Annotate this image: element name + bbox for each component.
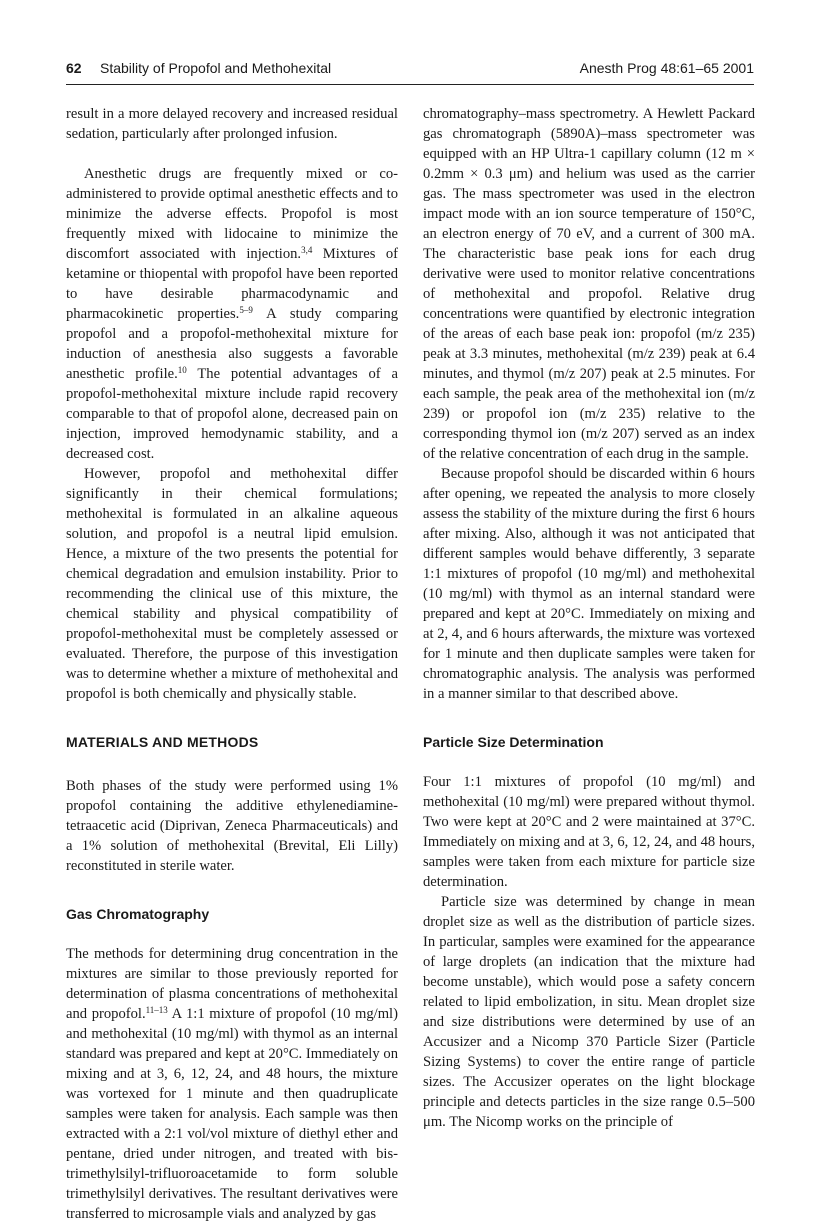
journal-reference: Anesth Prog 48:61–65 2001 xyxy=(579,60,754,76)
header-rule xyxy=(66,84,754,85)
paragraph: Four 1:1 mixtures of propofol (10 mg/ml) and methohexital (10 mg/ml) were prepared without thymol. Two were kept at 20°C and 2 were maintained at 37°C. Immediately on mixing and at 3, 6, 12, 24, and 48 hours, samples were taken from each mixture for particle size determination. xyxy=(423,774,755,890)
paragraph: However, propofol and methohexital differ significantly in their chemical formulations; methohexital is formulated in an alkaline aqueous solution, and propofol is a neutral lipid emulsion. Hence, a mixture of the two presents the potential for chemical degradation and emulsion instability. Prior to recommending the clinical use of this mixture, the chemical stability and physical compatibility of propofol-methohexital must be completely assessed or evaluated. Therefore, the purpose of this investigation was to determine whether a mixture of methohexital and propofol is both chemically and physically stable. xyxy=(66,466,398,702)
paragraph: Anesthetic drugs are frequently mixed or co-administered to provide optimal anesthetic effects and to minimize the adverse effects. Propofol is most frequently mixed with lidocaine to minimize the discomfort associated with injection.$^{3,4}$ Mixtures of ketamine or thiopental with propofol have been reported to have desirable pharmacodynamic and pharmacokinetic properties.$^{5-9}$ A study comparing propofol and a propofol-methohexital mixture for induction of anesthesia also suggests a favorable anesthetic profile.$^{10}$ The potential advantages of a propofol-methohexital mixture include rapid recovery comparable to that of propofol alone, decreased pain on injection, improved hemodynamic stability, and a decreased cost. xyxy=(66,166,399,462)
subsection-heading-gas-chromatography: Gas Chromatography xyxy=(66,906,210,922)
citation: 10 xyxy=(177,365,187,375)
paragraph: chromatography–mass spectrometry. A Hewlett Packard gas chromatograph (5890A)–mass spectrometer was equipped with an HP Ultra-1 capillary column (12 m × 0.2mm × 0.3 μm) and helium was used as the carrier gas. The mass spectrometer was used in the electron impact mode with an ion source temperature of 150°C, an electron energy of 70 eV, and a current of 300 mA. The characteristic base peak ions for each drug derivative were used to monitor relative concentrations of methohexital and propofol. Relative drug concentrations were quantified by electronic integration of the areas of each base peak ion: propofol (m/z 235) peak at 3.3 minutes, methohexital (m/z 239) peak at 6.4 minutes, and thymol (m/z 207) peak at 2.5 minutes. For each sample, the peak area of the methohexital ion (m/z 239) or propofol ion (m/z 235) relative to the corresponding thymol ion (m/z 207) served as an index of the relative concentration of each drug in the sample. xyxy=(423,106,755,462)
paragraph: Particle size was determined by change in mean droplet size as well as the distribution of particle sizes. In particular, samples were examined for the appearance of large droplets (an indication that the mixture had become unstable), which would pose a safety concern related to lipid embolization, in situ. Mean droplet size and size distributions were determined by use of an Accusizer and a Nicomp 370 Particle Sizer (Particle Sizing Systems) to cover the entire range of particle sizes. The Accusizer operates on the light blockage principle and detects particles in the size range 0.5–500 μm. The Nicomp works on the principle of xyxy=(423,894,755,1130)
page-number: 62 xyxy=(66,60,82,76)
running-title: Stability of Propofol and Methohexital xyxy=(100,60,332,76)
subsection-heading-particle-size: Particle Size Determination xyxy=(423,734,604,750)
citation: 5–9 xyxy=(239,305,253,315)
left-column xyxy=(66,104,398,1224)
paragraph: Both phases of the study were performed using 1% propofol containing the additive ethylenediamine-tetraacetic acid (Diprivan, Zeneca Pharmaceuticals) and a 1% solution of methohexital (Brevital, Eli Lilly) reconstituted in sterile water. xyxy=(66,778,398,874)
citation: 11–13 xyxy=(145,1005,168,1015)
citation: 3,4 xyxy=(301,245,313,255)
right-column xyxy=(423,104,755,1132)
paragraph: Because propofol should be discarded within 6 hours after opening, we repeated the analysis to more closely assess the stability of the mixture during the first 6 hours after mixing. Also, although it was not anticipated that different samples would behave differently, 3 separate 1:1 mixtures of propofol (10 mg/ml) and methohexital (10 mg/ml) with thymol as an internal standard were prepared and kept at 20°C. Immediately on mixing and at 2, 4, and 6 hours afterwards, the mixture was vortexed for 1 minute and then duplicate samples were taken for chromatographic analysis. The analysis was performed in a manner similar to that described above. xyxy=(423,466,755,702)
paragraph: The methods for determining drug concentration in the mixtures are similar to those previously reported for determination of plasma concentrations of methohexital and propofol.$^{11-13}$ A 1:1 mixture of propofol (10 mg/ml) and methohexital (10 mg/ml) with thymol as an internal standard was prepared and kept at 20°C. Immediately on mixing and at 3, 6, 12, 24, and 48 hours, the mixture was vortexed for 1 minute and then quadruplicate samples were taken for analysis. Each sample was then extracted with a 2:1 vol/vol mixture of diethyl ether and pentane, dried under nitrogen, and treated with bis-trimethylsilyl-trifluoroacetamide to form soluble trimethylsilyl derivatives. The resultant derivatives were transferred to microsample vials and analyzed by gas xyxy=(66,946,398,1222)
running-header xyxy=(66,60,754,80)
paragraph: result in a more delayed recovery and increased residual sedation, particularly after prolonged infusion. xyxy=(66,106,398,142)
section-heading-methods: MATERIALS AND METHODS xyxy=(66,734,259,750)
